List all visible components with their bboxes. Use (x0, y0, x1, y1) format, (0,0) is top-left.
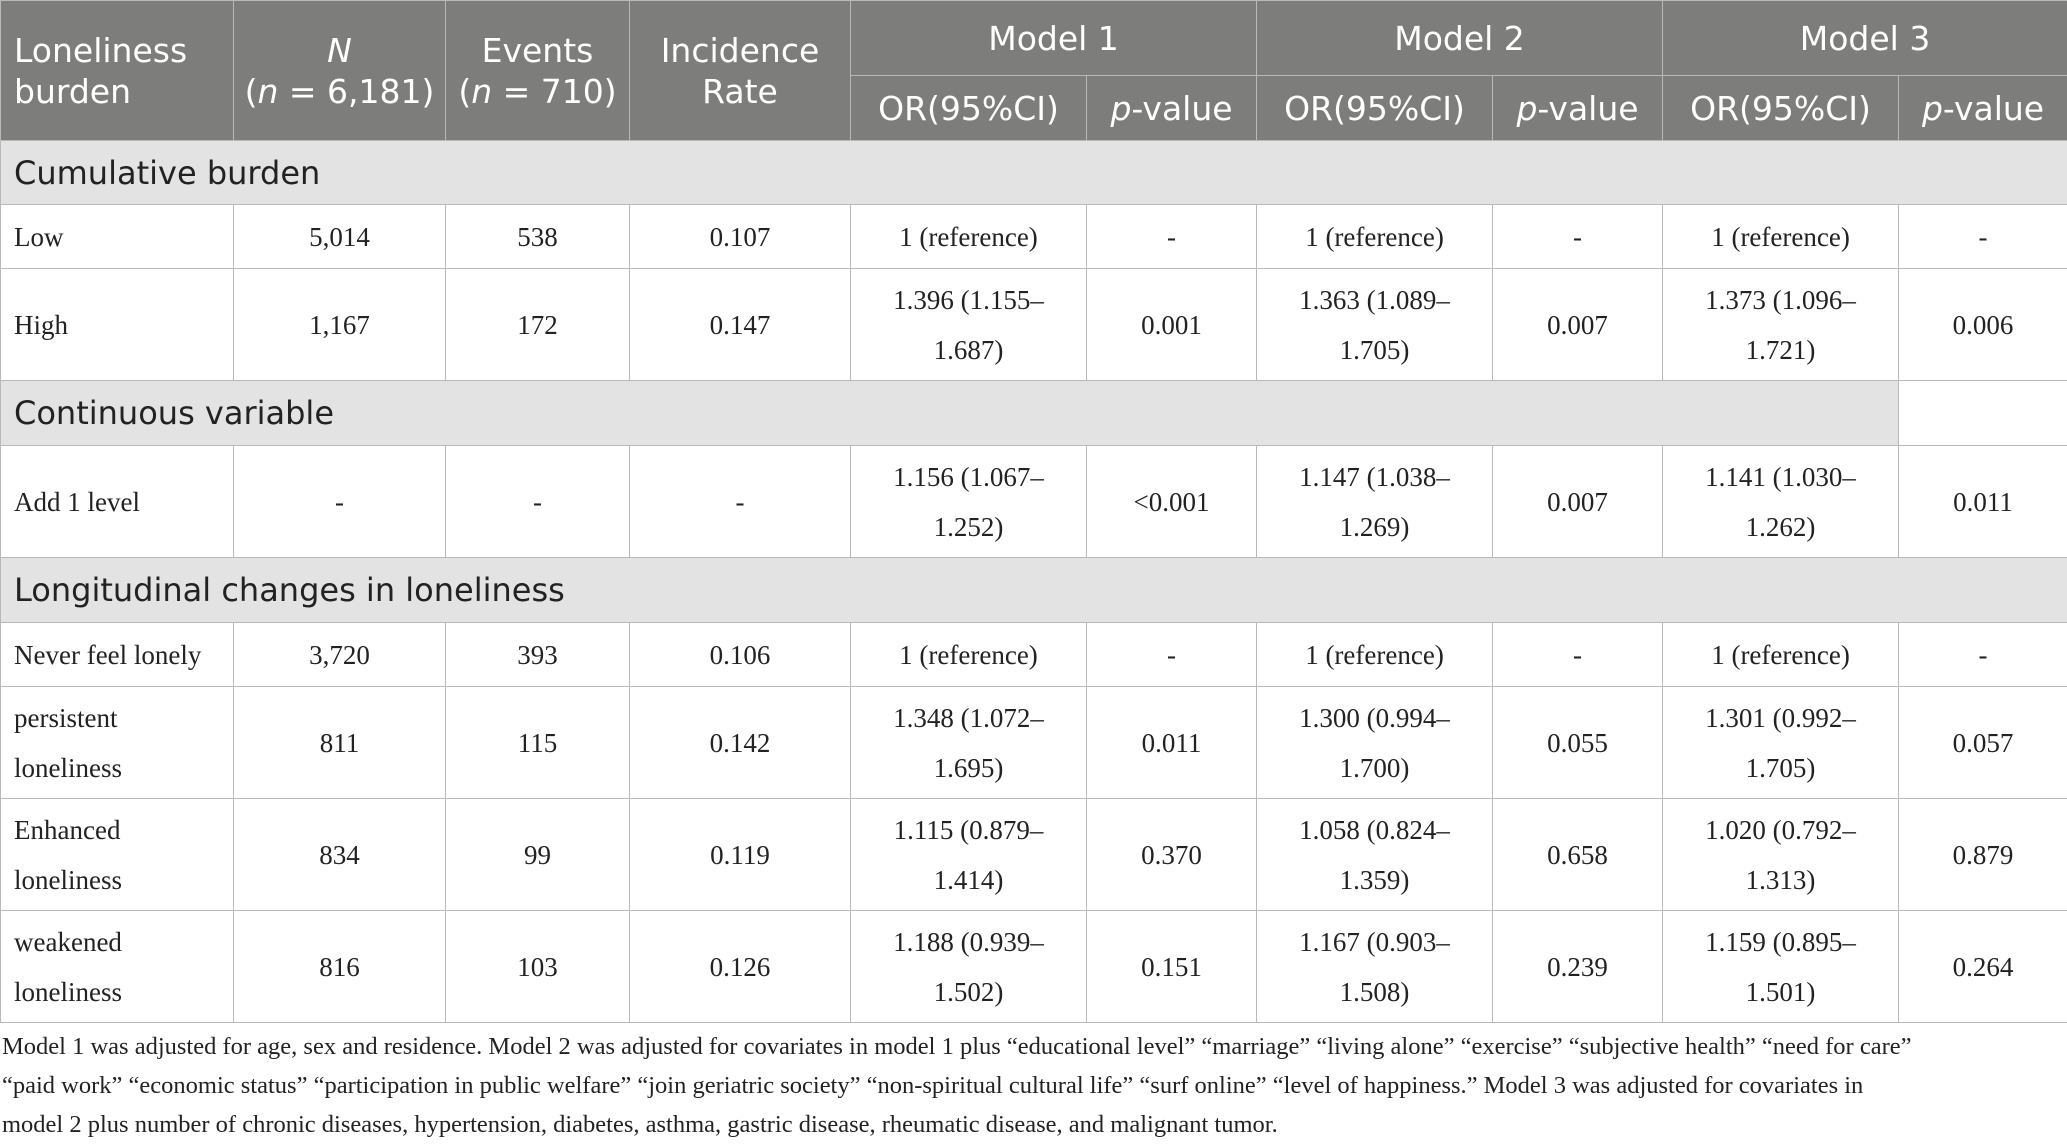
cell-m2-or: 1.058 (0.824– 1.359) (1257, 799, 1493, 911)
header-n: N (n = 6,181) (234, 1, 446, 141)
cell-m2-or: 1.147 (1.038– 1.269) (1257, 446, 1493, 558)
cell-m1-or: 1.156 (1.067– 1.252) (851, 446, 1087, 558)
cell-rate: 0.142 (630, 687, 851, 799)
section-row (1, 381, 2067, 446)
cell-m1-p: 0.151 (1087, 911, 1257, 1023)
cell-m3-or: 1.373 (1.096– 1.721) (1663, 269, 1899, 381)
section-row (1, 558, 2067, 623)
cell-m1-or: 1 (reference) (851, 623, 1087, 687)
row-label: Low (1, 205, 234, 269)
cell-n: 1,167 (234, 269, 446, 381)
footnote-line: model 2 plus number of chronic diseases, hypertension, diabetes, asthma, gastric disease, rheumatic disease, and malignant tumor. (2, 1105, 2052, 1144)
table-row (1, 687, 2067, 799)
cell-m2-p: 0.007 (1493, 446, 1663, 558)
table-footnote (0, 1027, 2052, 1144)
cell-n: - (234, 446, 446, 558)
cell-m3-p: 0.006 (1899, 269, 2067, 381)
cell-m1-or: 1.396 (1.155– 1.687) (851, 269, 1087, 381)
cell-events: - (446, 446, 630, 558)
row-label: Enhanced loneliness (1, 799, 234, 911)
table-row (1, 911, 2067, 1023)
cell-m2-or: 1 (reference) (1257, 623, 1493, 687)
cell-m2-p: 0.239 (1493, 911, 1663, 1023)
header-model-1: Model 1 (851, 1, 1257, 76)
table-row (1, 623, 2067, 687)
header-m2-or: OR(95%CI) (1257, 76, 1493, 141)
table-row (1, 799, 2067, 911)
row-label: weakened loneliness (1, 911, 234, 1023)
cell-n: 816 (234, 911, 446, 1023)
cell-events: 115 (446, 687, 630, 799)
cell-m2-or: 1.363 (1.089– 1.705) (1257, 269, 1493, 381)
cell-m3-p: - (1899, 623, 2067, 687)
cell-m2-p: - (1493, 205, 1663, 269)
header-model-2: Model 2 (1257, 1, 1663, 76)
header-m3-or: OR(95%CI) (1663, 76, 1899, 141)
table-row (1, 205, 2067, 269)
cell-m3-p: - (1899, 205, 2067, 269)
footnote-line: Model 1 was adjusted for age, sex and residence. Model 2 was adjusted for covariates in model 1 plus “educational level” “marriage” “living alone” “exercise” “subjective health” “need for care” (2, 1027, 2052, 1066)
footnote-line: “paid work” “economic status” “participation in public welfare” “join geriatric society” “non-spiritual cultural life” “surf online” “level of happiness.” Model 3 was adjusted for covariates in (2, 1066, 2052, 1105)
table-row (1, 446, 2067, 558)
cell-m1-p: 0.370 (1087, 799, 1257, 911)
header-m3-p: p-value (1899, 76, 2067, 141)
cell-n: 811 (234, 687, 446, 799)
cell-m3-p: 0.057 (1899, 687, 2067, 799)
cell-m3-p: 0.011 (1899, 446, 2067, 558)
cell-m3-p: 0.879 (1899, 799, 2067, 911)
cell-events: 103 (446, 911, 630, 1023)
cell-m1-or: 1.348 (1.072– 1.695) (851, 687, 1087, 799)
cell-n: 834 (234, 799, 446, 911)
section-blank-cell (1899, 381, 2067, 446)
header-m1-p: p-value (1087, 76, 1257, 141)
cell-events: 172 (446, 269, 630, 381)
header-events: Events (n = 710) (446, 1, 630, 141)
cell-m1-p: <0.001 (1087, 446, 1257, 558)
cell-rate: 0.107 (630, 205, 851, 269)
cell-m3-or: 1 (reference) (1663, 623, 1899, 687)
section-title-continuous: Continuous variable (1, 381, 1899, 446)
cell-m1-p: - (1087, 205, 1257, 269)
cell-m2-p: 0.007 (1493, 269, 1663, 381)
cell-rate: 0.106 (630, 623, 851, 687)
row-label: persistent loneliness (1, 687, 234, 799)
row-label: Add 1 level (1, 446, 234, 558)
cell-rate: - (630, 446, 851, 558)
cell-events: 538 (446, 205, 630, 269)
header-loneliness-burden: Loneliness burden (1, 1, 234, 141)
cell-m2-or: 1.300 (0.994– 1.700) (1257, 687, 1493, 799)
cell-m1-p: 0.011 (1087, 687, 1257, 799)
cell-m3-or: 1.159 (0.895– 1.501) (1663, 911, 1899, 1023)
cell-m1-p: - (1087, 623, 1257, 687)
cell-m1-or: 1 (reference) (851, 205, 1087, 269)
cell-m1-p: 0.001 (1087, 269, 1257, 381)
cell-m2-p: 0.658 (1493, 799, 1663, 911)
cell-m3-or: 1.301 (0.992– 1.705) (1663, 687, 1899, 799)
cell-rate: 0.147 (630, 269, 851, 381)
cell-m2-p: - (1493, 623, 1663, 687)
section-title-longitudinal: Longitudinal changes in loneliness (1, 558, 2067, 623)
cell-m2-p: 0.055 (1493, 687, 1663, 799)
cell-n: 3,720 (234, 623, 446, 687)
header-m1-or: OR(95%CI) (851, 76, 1087, 141)
cell-events: 99 (446, 799, 630, 911)
section-title-cumulative: Cumulative burden (1, 141, 2067, 205)
cell-rate: 0.119 (630, 799, 851, 911)
cell-m3-or: 1.020 (0.792– 1.313) (1663, 799, 1899, 911)
row-label: Never feel lonely (1, 623, 234, 687)
cell-events: 393 (446, 623, 630, 687)
table-row (1, 269, 2067, 381)
cell-m3-or: 1 (reference) (1663, 205, 1899, 269)
header-m2-p: p-value (1493, 76, 1663, 141)
cell-m1-or: 1.188 (0.939– 1.502) (851, 911, 1087, 1023)
cell-m2-or: 1.167 (0.903– 1.508) (1257, 911, 1493, 1023)
cell-m2-or: 1 (reference) (1257, 205, 1493, 269)
cell-m3-p: 0.264 (1899, 911, 2067, 1023)
cell-rate: 0.126 (630, 911, 851, 1023)
row-label: High (1, 269, 234, 381)
cell-m1-or: 1.115 (0.879– 1.414) (851, 799, 1087, 911)
header-model-3: Model 3 (1663, 1, 2067, 76)
header-incidence-rate: Incidence Rate (630, 1, 851, 141)
section-row (1, 141, 2067, 205)
cell-m3-or: 1.141 (1.030– 1.262) (1663, 446, 1899, 558)
cell-n: 5,014 (234, 205, 446, 269)
